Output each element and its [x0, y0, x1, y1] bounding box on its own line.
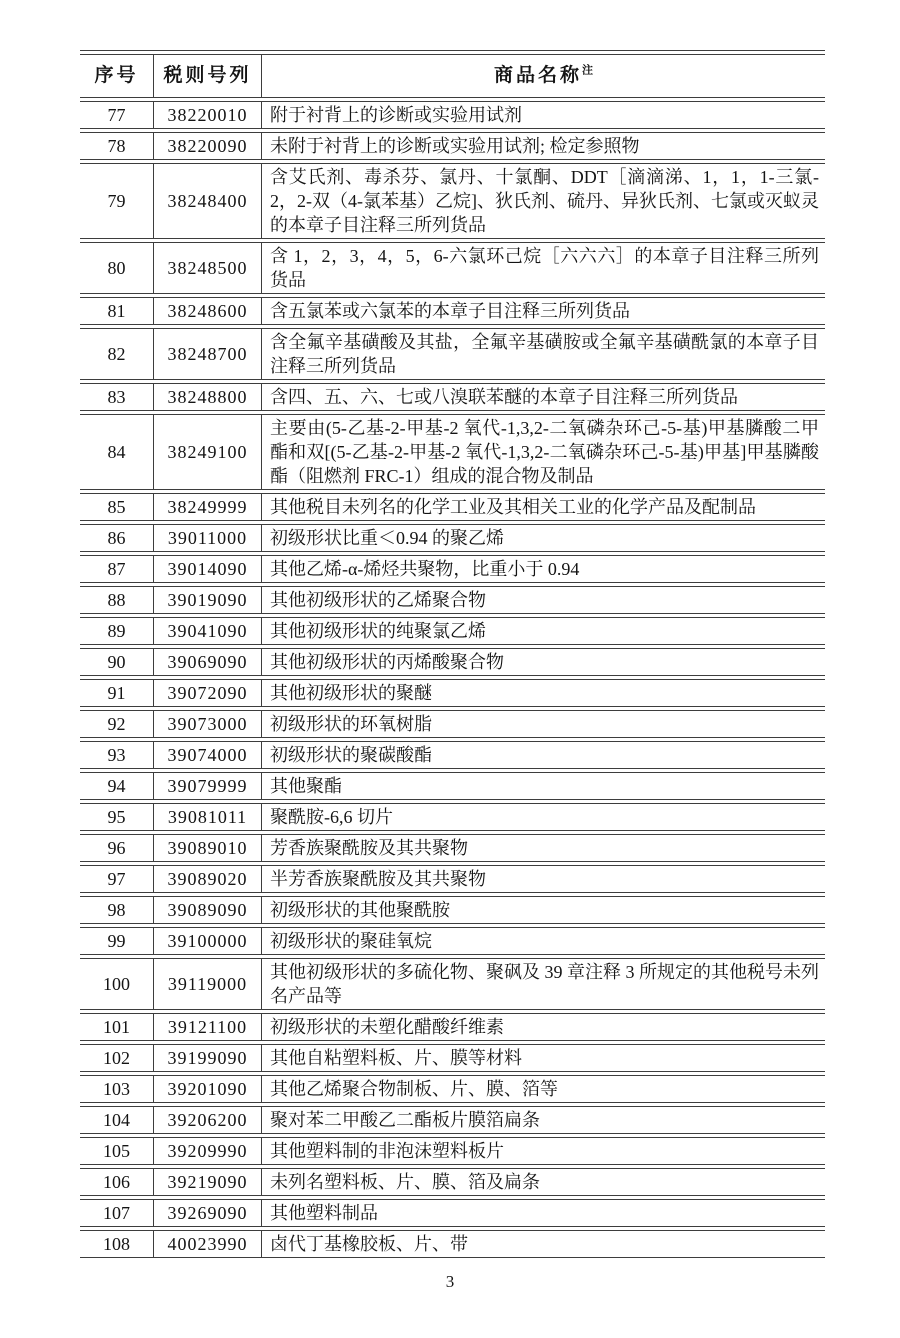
tariff-table	[80, 50, 825, 1261]
tariff-code: 38249999	[154, 493, 262, 521]
table-row	[80, 493, 825, 521]
tariff-code: 39011000	[154, 524, 262, 552]
tariff-code: 39019090	[154, 586, 262, 614]
product-name: 其他初级形状的丙烯酸聚合物	[262, 648, 825, 676]
row-index: 89	[80, 617, 154, 645]
table-row	[80, 1075, 825, 1103]
tariff-code: 39079999	[154, 772, 262, 800]
row-index: 86	[80, 524, 154, 552]
row-index: 79	[80, 163, 154, 239]
col-header-code: 税则号列	[154, 54, 262, 98]
table-row	[80, 834, 825, 862]
tariff-code: 39219090	[154, 1168, 262, 1196]
page-number: 3	[445, 1272, 455, 1291]
tariff-code: 38248700	[154, 328, 262, 380]
row-index: 95	[80, 803, 154, 831]
product-name: 其他塑料制的非泡沫塑料板片	[262, 1137, 825, 1165]
product-name: 其他初级形状的纯聚氯乙烯	[262, 617, 825, 645]
tariff-code: 38220090	[154, 132, 262, 160]
tariff-code: 38248800	[154, 383, 262, 411]
table-row	[80, 383, 825, 411]
row-index: 91	[80, 679, 154, 707]
product-name: 初级形状的其他聚酰胺	[262, 896, 825, 924]
tariff-code: 39014090	[154, 555, 262, 583]
row-index: 94	[80, 772, 154, 800]
table-row	[80, 242, 825, 294]
product-name: 含艾氏剂、毒杀芬、氯丹、十氯酮、DDT［滴滴涕、1，1，1-三氯-2，2-双（4-氯苯基）乙烷]、狄氏剂、硫丹、异狄氏剂、七氯或灭蚁灵的本章子目注释三所列货品	[262, 163, 825, 239]
table-header	[80, 54, 825, 98]
product-name: 主要由(5-乙基-2-甲基-2 氧代-1,3,2-二氧磷杂环己-5-基)甲基膦酸二甲酯和双[(5-乙基-2-甲基-2 氧代-1,3,2-二氧磷杂环己-5-基)甲基]甲基膦酸酯（阻燃剂 FRC-1）组成的混合物及制品	[262, 414, 825, 490]
product-name: 初级形状的聚碳酸酯	[262, 741, 825, 769]
tariff-code: 39089090	[154, 896, 262, 924]
table-row	[80, 958, 825, 1010]
table-row	[80, 1199, 825, 1227]
row-index: 93	[80, 741, 154, 769]
tariff-code: 38248500	[154, 242, 262, 294]
tariff-code: 39206200	[154, 1106, 262, 1134]
table-row	[80, 414, 825, 490]
table-row	[80, 1013, 825, 1041]
row-index: 77	[80, 101, 154, 129]
row-index: 98	[80, 896, 154, 924]
product-name: 其他塑料制品	[262, 1199, 825, 1227]
product-name: 聚对苯二甲酸乙二酯板片膜箔扁条	[262, 1106, 825, 1134]
table-row	[80, 586, 825, 614]
tariff-code: 39199090	[154, 1044, 262, 1072]
tariff-code: 39089010	[154, 834, 262, 862]
header-row	[80, 54, 825, 98]
col-header-note-superscript: 注	[582, 64, 593, 77]
tariff-code: 38249100	[154, 414, 262, 490]
table-row	[80, 132, 825, 160]
product-name: 初级形状比重＜0.94 的聚乙烯	[262, 524, 825, 552]
table-row	[80, 101, 825, 129]
row-index: 81	[80, 297, 154, 325]
row-index: 106	[80, 1168, 154, 1196]
tariff-code: 39081011	[154, 803, 262, 831]
row-index: 90	[80, 648, 154, 676]
table-row	[80, 772, 825, 800]
product-name: 其他乙烯聚合物制板、片、膜、箔等	[262, 1075, 825, 1103]
product-name: 未列名塑料板、片、膜、箔及扁条	[262, 1168, 825, 1196]
table-body	[80, 101, 825, 1258]
table-row	[80, 1137, 825, 1165]
table-row	[80, 865, 825, 893]
row-index: 82	[80, 328, 154, 380]
tariff-code: 38248400	[154, 163, 262, 239]
table-row	[80, 710, 825, 738]
product-name: 其他初级形状的乙烯聚合物	[262, 586, 825, 614]
tariff-code: 39072090	[154, 679, 262, 707]
product-name: 其他税目未列名的化学工业及其相关工业的化学产品及配制品	[262, 493, 825, 521]
table-row	[80, 297, 825, 325]
row-index: 97	[80, 865, 154, 893]
product-name: 聚酰胺-6,6 切片	[262, 803, 825, 831]
table-row	[80, 1044, 825, 1072]
table-row	[80, 803, 825, 831]
product-name: 半芳香族聚酰胺及其共聚物	[262, 865, 825, 893]
table-row	[80, 896, 825, 924]
product-name: 芳香族聚酰胺及其共聚物	[262, 834, 825, 862]
tariff-code: 39074000	[154, 741, 262, 769]
product-name: 含 1，2，3，4，5，6-六氯环己烷［六六六］的本章子目注释三所列货品	[262, 242, 825, 294]
product-name: 未附于衬背上的诊断或实验用试剂; 检定参照物	[262, 132, 825, 160]
row-index: 100	[80, 958, 154, 1010]
product-name: 其他自粘塑料板、片、膜等材料	[262, 1044, 825, 1072]
product-name: 含五氯苯或六氯苯的本章子目注释三所列货品	[262, 297, 825, 325]
product-name: 附于衬背上的诊断或实验用试剂	[262, 101, 825, 129]
row-index: 102	[80, 1044, 154, 1072]
tariff-code: 38248600	[154, 297, 262, 325]
row-index: 83	[80, 383, 154, 411]
row-index: 80	[80, 242, 154, 294]
product-name: 初级形状的环氧树脂	[262, 710, 825, 738]
tariff-code: 39073000	[154, 710, 262, 738]
tariff-code: 39119000	[154, 958, 262, 1010]
tariff-code: 39041090	[154, 617, 262, 645]
tariff-code: 38220010	[154, 101, 262, 129]
table-row	[80, 524, 825, 552]
table-row	[80, 927, 825, 955]
product-name: 其他乙烯-α-烯烃共聚物，比重小于 0.94	[262, 555, 825, 583]
row-index: 107	[80, 1199, 154, 1227]
product-name: 含全氟辛基磺酸及其盐，全氟辛基磺胺或全氟辛基磺酰氯的本章子目注释三所列货品	[262, 328, 825, 380]
col-header-name	[262, 54, 825, 98]
tariff-code: 39209990	[154, 1137, 262, 1165]
table-row	[80, 328, 825, 380]
row-index: 103	[80, 1075, 154, 1103]
table-row	[80, 1168, 825, 1196]
product-name: 初级形状的聚硅氧烷	[262, 927, 825, 955]
row-index: 101	[80, 1013, 154, 1041]
row-index: 99	[80, 927, 154, 955]
table-row	[80, 1230, 825, 1258]
row-index: 85	[80, 493, 154, 521]
product-name: 其他初级形状的多硫化物、聚砜及 39 章注释 3 所规定的其他税号未列名产品等	[262, 958, 825, 1010]
tariff-code: 39089020	[154, 865, 262, 893]
tariff-code: 39201090	[154, 1075, 262, 1103]
product-name: 其他初级形状的聚醚	[262, 679, 825, 707]
product-name: 含四、五、六、七或八溴联苯醚的本章子目注释三所列货品	[262, 383, 825, 411]
row-index: 108	[80, 1230, 154, 1258]
product-name: 其他聚酯	[262, 772, 825, 800]
row-index: 78	[80, 132, 154, 160]
table-row	[80, 617, 825, 645]
product-name: 初级形状的未塑化醋酸纤维素	[262, 1013, 825, 1041]
table-row	[80, 163, 825, 239]
table-row	[80, 741, 825, 769]
row-index: 104	[80, 1106, 154, 1134]
row-index: 88	[80, 586, 154, 614]
table-row	[80, 679, 825, 707]
tariff-code: 39121100	[154, 1013, 262, 1041]
table-row	[80, 555, 825, 583]
row-index: 92	[80, 710, 154, 738]
row-index: 87	[80, 555, 154, 583]
col-header-index: 序号	[80, 54, 154, 98]
row-index: 84	[80, 414, 154, 490]
tariff-code: 39100000	[154, 927, 262, 955]
row-index: 96	[80, 834, 154, 862]
col-header-name-label: 商品名称	[493, 65, 582, 86]
product-name: 卤代丁基橡胶板、片、带	[262, 1230, 825, 1258]
row-index: 105	[80, 1137, 154, 1165]
tariff-code: 39269090	[154, 1199, 262, 1227]
tariff-code: 40023990	[154, 1230, 262, 1258]
tariff-code: 39069090	[154, 648, 262, 676]
table-row	[80, 648, 825, 676]
table-row	[80, 1106, 825, 1134]
